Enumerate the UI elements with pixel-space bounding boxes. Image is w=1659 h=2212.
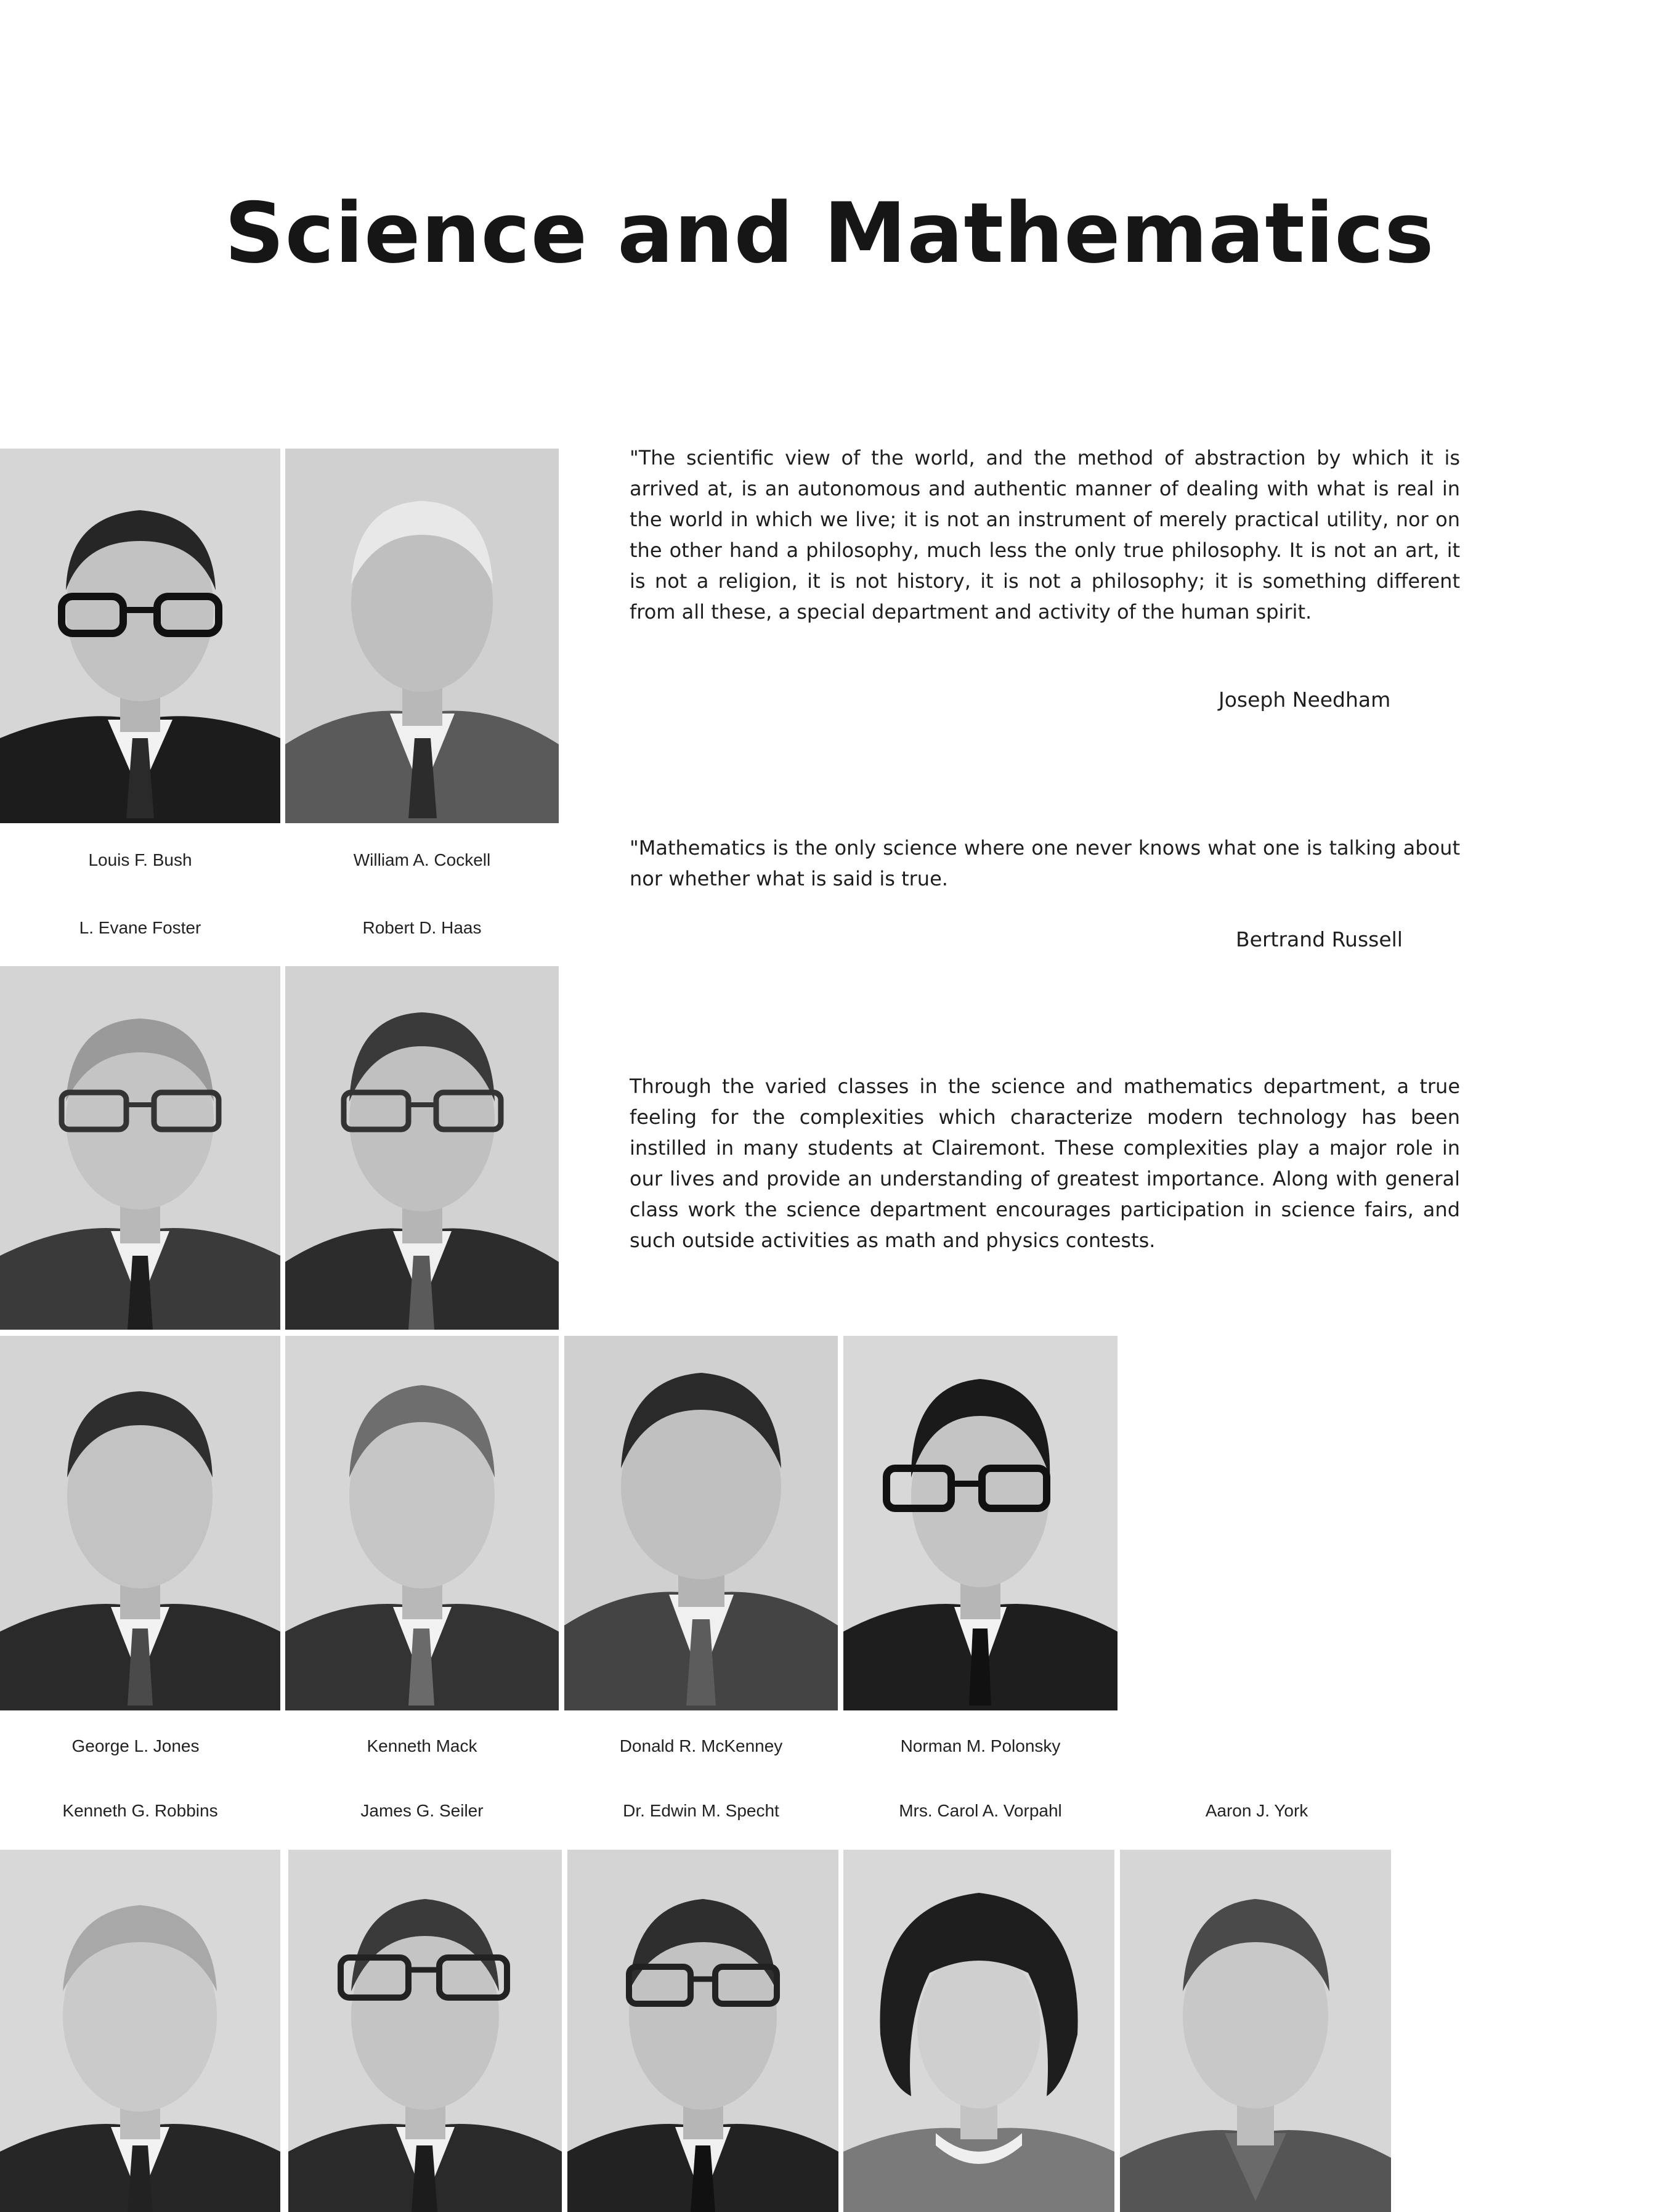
portrait-photo-cockell (285, 449, 559, 823)
faculty-name: Norman M. Polonsky (900, 1736, 1061, 1755)
portrait-photo-polonsky (843, 1336, 1117, 1710)
portrait-photo-jones (0, 1336, 280, 1710)
faculty-name: Dr. Edwin M. Specht (623, 1801, 779, 1820)
faculty-name: Kenneth G. Robbins (62, 1801, 218, 1820)
page-title: Science and Mathematics (224, 185, 1435, 282)
faculty-name: Donald R. McKenney (619, 1736, 783, 1755)
portrait-photo-york (1120, 1850, 1391, 2212)
russell-quote: "Mathematics is the only science where one never knows what one is talking about nor whether what is said is true. (630, 836, 1460, 890)
faculty-name: William A. Cockell (353, 850, 491, 869)
portrait-photo-mckenney (564, 1336, 838, 1710)
portrait-photo-vorpahl (843, 1850, 1114, 2212)
faculty-name: Aaron J. York (1205, 1801, 1308, 1820)
needham-quote: "The scientific view of the world, and the method of abstraction by which it is arrived at, is an autonomous and authentic manner of dealing with what is real in the world in which we live; it is not an instrument of merely practical utility, nor on the other hand a philosophy, much less the only true philosophy. It is not an art, it is not a religion, it is not history, it is not a philosophy; it is something different from all these, a special department and activity of the human spirit. (630, 446, 1460, 624)
quote-attribution: Joseph Needham (1219, 688, 1391, 712)
faculty-name: Kenneth Mack (367, 1736, 477, 1755)
faculty-name: George L. Jones (71, 1736, 200, 1755)
faculty-name: L. Evane Foster (79, 918, 201, 937)
department-description: Through the varied classes in the science and mathematics department, a true feeling for the complexities which characterize modern technology has been instilled in many students at Clairemont. These complexities play a major role in our lives and provide an understanding of greatest importance. Along with general class work the science department encourages participation in science fairs, and such outside activities as math and physics contests. (630, 1075, 1460, 1252)
portrait-photo-bush (0, 449, 280, 823)
portrait-photo-haas (285, 966, 559, 1330)
portrait-photo-seiler (288, 1850, 562, 2212)
faculty-name: Robert D. Haas (362, 918, 482, 937)
quote-attribution: Bertrand Russell (1236, 927, 1403, 951)
portrait-photo-specht (567, 1850, 838, 2212)
portrait-photo-foster (0, 966, 280, 1330)
faculty-name: James G. Seiler (360, 1801, 484, 1820)
portrait-photo-robbins (0, 1850, 280, 2212)
faculty-name: Mrs. Carol A. Vorpahl (899, 1801, 1062, 1820)
portrait-photo-mack (285, 1336, 559, 1710)
faculty-name: Louis F. Bush (88, 850, 192, 869)
